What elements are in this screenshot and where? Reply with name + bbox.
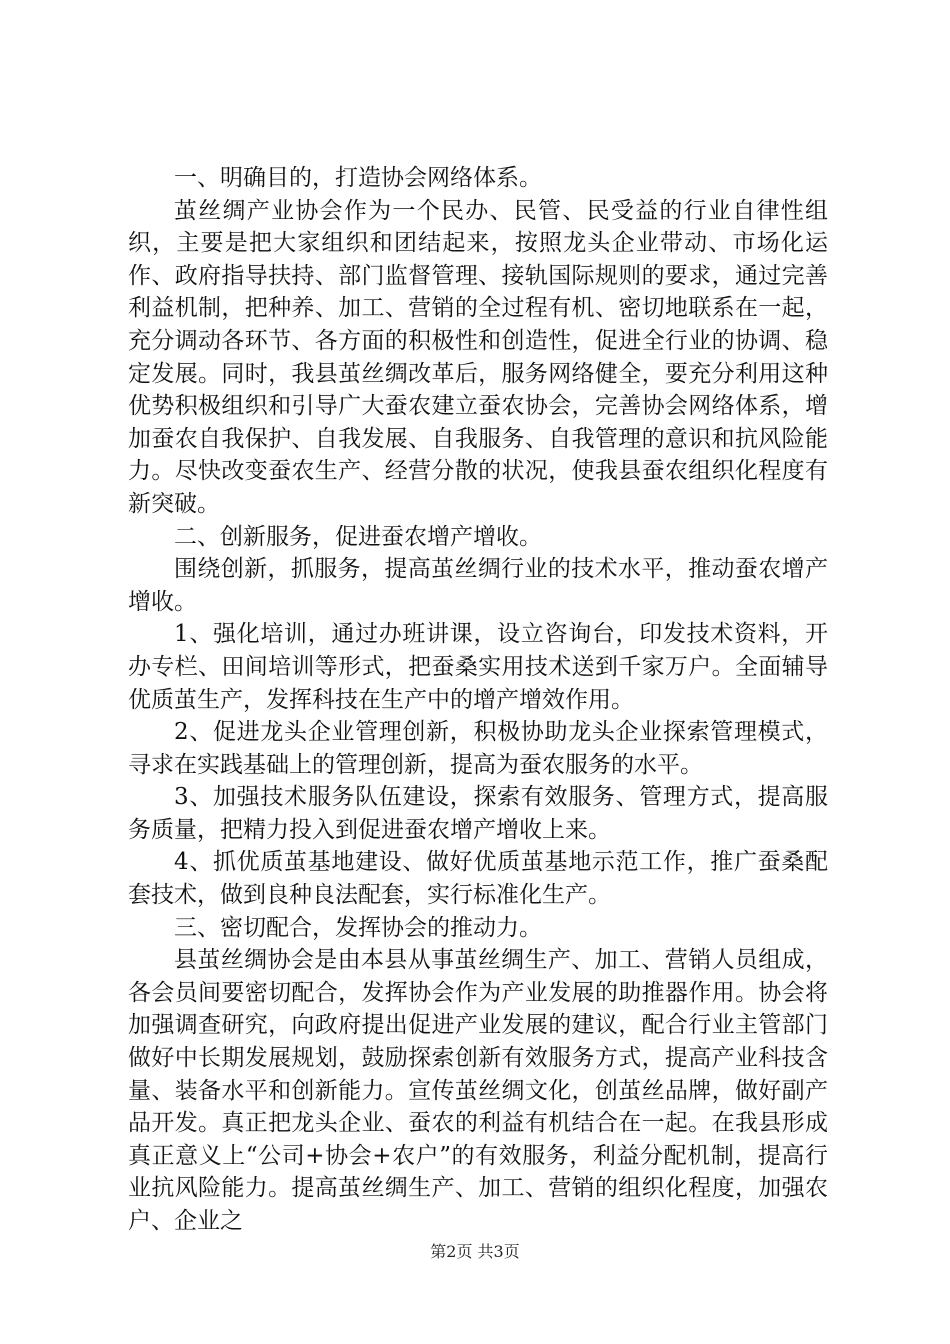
section-heading-3: 三、密切配合，发挥协会的推动力。 [174,914,542,941]
section-heading-2: 二、创新服务，促进蚕农增产增收。 [174,523,542,550]
list-item-4: 4、抓优质茧基地建设、做好优质茧基地示范工作，推广蚕桑配套技术，做到良种良法配套，实行标准化生产。 [128,849,828,909]
list-item-2: 2、促进龙头企业管理创新，积极协助龙头企业探索管理模式，寻求在实践基础上的管理创新，提高为蚕农服务的水平。 [128,719,828,778]
body-paragraph: 围绕创新，抓服务，提高茧丝绸行业的技术水平，推动蚕农增产增收。 [128,556,828,615]
list-item-3: 3、加强技术服务队伍建设，探索有效服务、管理方式，提高服务质量，把精力投入到促进蚕农增产增收上来。 [128,784,828,843]
body-paragraph: 县茧丝绸协会是由本县从事茧丝绸生产、加工、营销人员组成，各会员间要密切配合，发挥协会作为产业发展的助推器作用。协会将加强调查研究，向政府提出促进产业发展的建议，配合行业主管部门做好中长期发展规划，鼓励探索创新有效服务方式，提高产业科技含量、装备水平和创新能力。宣传茧丝绸文化，创茧丝品牌，做好副产品开发。真正把龙头企业、蚕农的利益有机结合在一起。在我县形成真正意义上“公司+协会+农户”的有效服务，利益分配机制，提高行业抗风险能力。提高茧丝绸生产、加工、营销的组织化程度，加强农户、企业之 [128,947,828,1234]
document-body [128,162,828,1238]
section-heading-1: 一、明确目的，打造协会网络体系。 [174,165,542,191]
body-paragraph: 茧丝绸产业协会作为一个民办、民管、民受益的行业自律性组织，主要是把大家组织和团结起来，按照龙头企业带动、市场化运作、政府指导扶持、部门监督管理、接轨国际规则的要求，通过完善利益机制，把种养、加工、营销的全过程有机、密切地联系在一起，充分调动各环节、各方面的积极性和创造性，促进全行业的协调、稳定发展。同时，我县茧丝绸改革后，服务网络健全，要充分利用这种优势积极组织和引导广大蚕农建立蚕农协会，完善协会网络体系，增加蚕农自我保护、自我发展、自我服务、自我管理的意识和抗风险能力。尽快改变蚕农生产、经营分散的状况，使我县蚕农组织化程度有新突破。 [128,197,828,517]
page-number-footer: 第2页 共3页 [430,1242,520,1261]
list-item-1: 1、强化培训，通过办班讲课，设立咨询台，印发技术资料，开办专栏、田间培训等形式，把蚕桑实用技术送到千家万户。全面辅导优质茧生产，发挥科技在生产中的增产增效作用。 [128,621,828,713]
